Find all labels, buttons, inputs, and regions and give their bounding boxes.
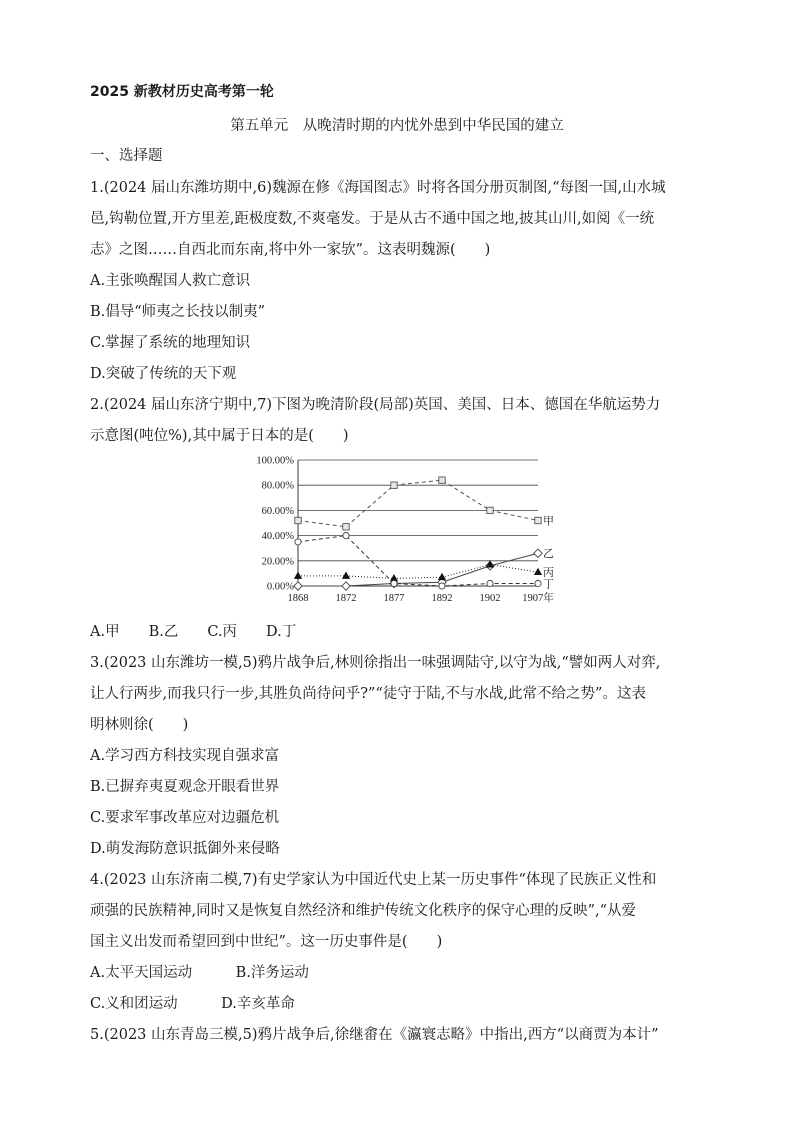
question-1-line-3: 志》之图……自西北而东南,将中外一家欤”。这表明魏源( ) bbox=[90, 242, 491, 258]
series-line bbox=[298, 480, 538, 527]
data-point-square bbox=[295, 517, 301, 523]
data-point-square bbox=[391, 482, 397, 488]
data-point-square bbox=[535, 517, 541, 523]
question-4-options-row-1: A.太平天国运动 B.洋务运动 bbox=[90, 965, 309, 981]
question-2-options: A.甲 B.乙 C.丙 D.丁 bbox=[90, 624, 297, 640]
question-3-option-a: A.学习西方科技实现自强求富 bbox=[90, 748, 280, 764]
question-1-option-c: C.掌握了系统的地理知识 bbox=[90, 335, 251, 351]
data-point-triangle bbox=[342, 572, 349, 578]
data-point-square bbox=[487, 507, 493, 513]
x-tick-label: 1877 bbox=[383, 593, 405, 604]
data-point-diamond bbox=[534, 549, 542, 557]
data-point-triangle bbox=[534, 568, 541, 574]
question-3-line-2: 让人行两步,而我只行一步,其胜负尚待问乎?”“徒守于陆,不与水战,此常不给之势”。这表 bbox=[90, 686, 646, 702]
question-2-line-1: 2.(2024 届山东济宁期中,7)下图为晚清阶段(局部)英国、美国、日本、德国在华航运势力 bbox=[90, 397, 661, 413]
data-point-circle bbox=[487, 580, 493, 586]
question-1-line-1: 1.(2024 届山东潍坊期中,6)魏源在修《海国图志》时将各国分册页制图,“每图一国,山水城 bbox=[90, 180, 666, 196]
data-point-circle bbox=[439, 583, 445, 589]
chart-svg bbox=[240, 452, 560, 612]
data-point-triangle bbox=[438, 573, 445, 579]
unit-title: 第五单元 从晚清时期的内忧外患到中华民国的建立 bbox=[230, 118, 564, 134]
series-line bbox=[298, 565, 538, 579]
question-4-options-row-2: C.义和团运动 D.辛亥革命 bbox=[90, 996, 295, 1012]
shipping-tonnage-chart bbox=[240, 452, 560, 612]
document-header: 2025 新教材历史高考第一轮 bbox=[90, 84, 274, 100]
x-tick-label: 1892 bbox=[431, 593, 453, 604]
x-tick-label: 1902 bbox=[479, 593, 501, 604]
question-5-line-1: 5.(2023 山东青岛三模,5)鸦片战争后,徐继畬在《瀛寰志略》中指出,西方“以商贾为本计” bbox=[90, 1027, 659, 1043]
question-4-line-1: 4.(2023 山东济南二模,7)有史学家认为中国近代史上某一历史事件“体现了民族正义性和 bbox=[90, 872, 657, 888]
data-point-square bbox=[343, 524, 349, 530]
y-tick-label: 40.00% bbox=[261, 531, 294, 543]
question-1-line-2: 邑,钩勒位置,开方里差,距极度数,不爽毫发。于是从古不通中国之地,披其山川,如阅《一统 bbox=[90, 211, 655, 227]
question-3-option-d: D.萌发海防意识抵御外来侵略 bbox=[90, 841, 280, 857]
series-label: 丙 bbox=[543, 566, 554, 580]
question-2-line-2: 示意图(吨位%),其中属于日本的是( ) bbox=[90, 428, 349, 444]
data-point-diamond bbox=[342, 582, 350, 590]
section-title: 一、选择题 bbox=[90, 148, 163, 164]
question-3-option-c: C.要求军事改革应对边疆危机 bbox=[90, 810, 280, 826]
question-4-line-2: 顽强的民族精神,同时又是恢复自然经济和维护传统文化秩序的保守心理的反映”,“从爱 bbox=[90, 903, 637, 919]
series-label: 丁 bbox=[543, 577, 554, 591]
x-tick-label: 1868 bbox=[287, 593, 309, 604]
data-point-square bbox=[439, 477, 445, 483]
y-tick-label: 20.00% bbox=[261, 556, 294, 568]
series-line bbox=[298, 553, 538, 586]
series-label: 甲 bbox=[543, 514, 554, 528]
question-4-line-3: 国主义出发而希望回到中世纪”。这一历史事件是( ) bbox=[90, 934, 443, 950]
question-1-option-d: D.突破了传统的天下观 bbox=[90, 366, 237, 382]
x-tick-label: 1872 bbox=[335, 593, 357, 604]
data-point-circle bbox=[535, 580, 541, 586]
y-tick-label: 80.00% bbox=[261, 480, 294, 492]
data-point-triangle bbox=[294, 572, 301, 578]
data-point-diamond bbox=[294, 582, 302, 590]
data-point-circle bbox=[391, 580, 397, 586]
question-3-option-b: B.已摒弃夷夏观念开眼看世界 bbox=[90, 779, 280, 795]
x-tick-label: 1907年 bbox=[522, 593, 554, 604]
data-point-circle bbox=[295, 539, 301, 545]
question-3-line-1: 3.(2023 山东潍坊一模,5)鸦片战争后,林则徐指出一味强调陆守,以守为战,“譬如两人对弈, bbox=[90, 655, 661, 671]
question-1-option-a: A.主张唤醒国人救亡意识 bbox=[90, 273, 251, 289]
data-point-circle bbox=[343, 533, 349, 539]
question-3-line-3: 明林则徐( ) bbox=[90, 717, 189, 733]
y-tick-label: 0.00% bbox=[266, 581, 294, 593]
series-label: 乙 bbox=[543, 547, 554, 561]
y-tick-label: 60.00% bbox=[261, 505, 294, 517]
question-1-option-b: B.倡导“师夷之长技以制夷” bbox=[90, 304, 266, 320]
y-tick-label: 100.00% bbox=[256, 455, 294, 467]
